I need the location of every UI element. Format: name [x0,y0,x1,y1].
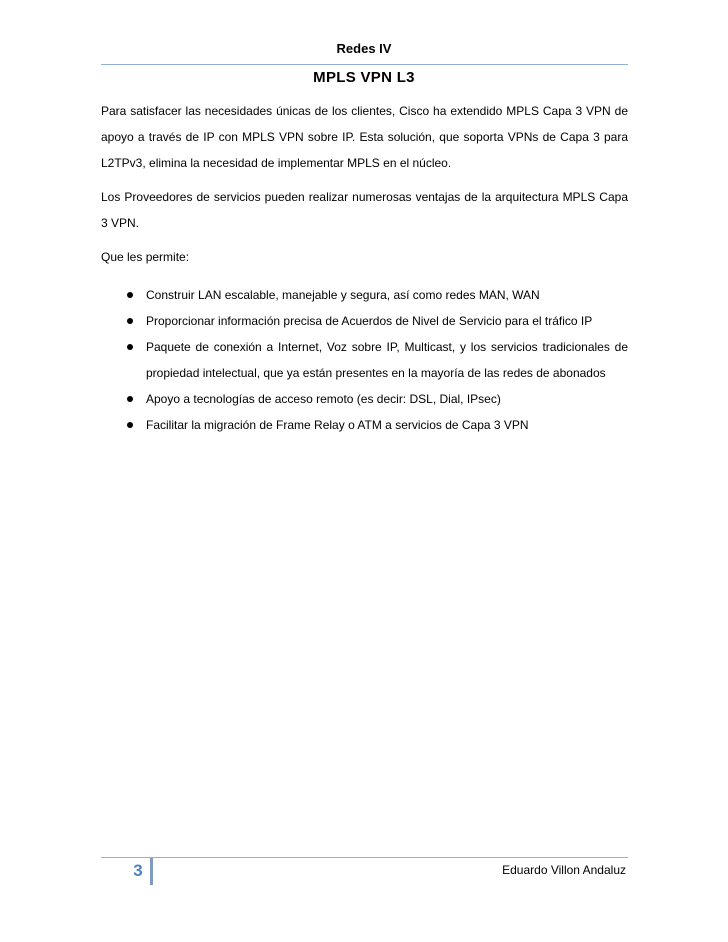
paragraph: Los Proveedores de servicios pueden realizar numerosas ventajas de la arquitectura MPLS Capa 3 VPN. [101,190,628,230]
bullet-icon [127,422,133,428]
page-number: 3 [133,861,143,880]
page-number-separator [150,858,153,885]
list-item [101,412,628,438]
footer-author: Eduardo Villon Andaluz [502,863,626,877]
list-item [101,334,628,386]
bullet-icon [127,396,133,402]
list-item-text: Apoyo a tecnologías de acceso remoto (es decir: DSL, Dial, IPsec) [146,392,501,406]
page-header-title: Redes IV [336,41,392,56]
document-body [101,98,628,438]
list-item [101,386,628,412]
paragraph: Para satisfacer las necesidades únicas de los clientes, Cisco ha extendido MPLS Capa 3 VPN de apoyo a través de IP con MPLS VPN sobre IP. Esta solución, que soporta VPNs de Capa 3 para L2TPv3, elimina la necesidad de implementar MPLS en el núcleo. [101,104,628,170]
list-intro: Que les permite: [101,250,190,264]
bullet-icon [127,318,133,324]
list-item-text: Construir LAN escalable, manejable y segura, así como redes MAN, WAN [146,288,540,302]
list-item-text: Facilitar la migración de Frame Relay o ATM a servicios de Capa 3 VPN [146,418,529,432]
header-divider [101,64,628,65]
footer-divider [101,857,628,858]
list-item-text: Paquete de conexión a Internet, Voz sobre IP, Multicast, y los servicios tradicionales de propiedad intelectual, que ya están presentes en la mayoría de las redes de abonados [146,340,628,380]
list-item [101,282,628,308]
list-item-text: Proporcionar información precisa de Acuerdos de Nivel de Servicio para el tráfico IP [146,314,593,328]
document-title: MPLS VPN L3 [313,69,415,86]
bullet-icon [127,344,133,350]
bullet-icon [127,292,133,298]
list-item [101,308,628,334]
bullet-list [101,282,628,438]
